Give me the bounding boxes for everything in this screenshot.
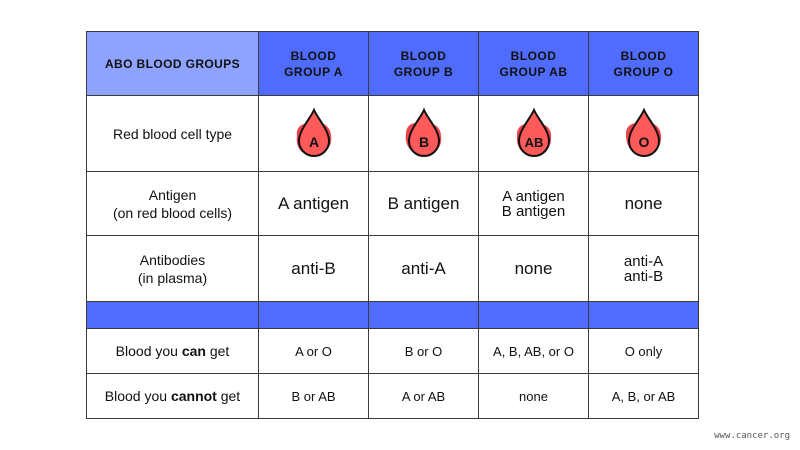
antigen-row bbox=[87, 172, 699, 236]
header-row bbox=[87, 32, 699, 96]
row-label-line: Antibodies bbox=[139, 251, 206, 268]
row-label-antigen bbox=[87, 172, 259, 236]
cell-line: A antigen bbox=[502, 187, 565, 205]
divider-band bbox=[589, 302, 699, 329]
can-get-o: O only bbox=[589, 329, 699, 374]
drop-label: AB bbox=[524, 134, 543, 150]
drop-cell-o bbox=[589, 96, 699, 172]
header-line: BLOOD bbox=[510, 48, 557, 63]
watermark: www.cancer.org bbox=[714, 431, 790, 441]
header-line: BLOOD bbox=[400, 48, 447, 63]
antibody-o bbox=[589, 236, 699, 302]
row-label-cell-type: Red blood cell type bbox=[87, 96, 259, 172]
header-group-o bbox=[589, 32, 699, 96]
cannot-get-ab: none bbox=[479, 374, 589, 419]
antigen-o: none bbox=[589, 172, 699, 236]
blood-drop-icon bbox=[511, 106, 557, 162]
drop-cell-b bbox=[369, 96, 479, 172]
header-line: GROUP O bbox=[613, 64, 674, 79]
divider-band-row bbox=[87, 302, 699, 329]
header-line: GROUP A bbox=[284, 64, 343, 79]
can-get-ab: A, B, AB, or O bbox=[479, 329, 589, 374]
divider-band bbox=[87, 302, 259, 329]
drop-label: O bbox=[638, 133, 649, 150]
header-line: GROUP B bbox=[393, 64, 454, 79]
header-line: BLOOD bbox=[620, 48, 667, 63]
header-group-a bbox=[259, 32, 369, 96]
row-label-text: get bbox=[216, 388, 241, 404]
antibody-ab: none bbox=[479, 236, 589, 302]
cannot-get-a: B or AB bbox=[259, 374, 369, 419]
row-label-cannot-get bbox=[87, 374, 259, 419]
drop-label: A bbox=[308, 133, 319, 150]
drop-label: B bbox=[418, 133, 429, 150]
drop-cell-a bbox=[259, 96, 369, 172]
header-group-b bbox=[369, 32, 479, 96]
row-label-line: (on red blood cells) bbox=[112, 204, 233, 221]
cell-line: anti-A bbox=[623, 252, 664, 270]
cannot-get-o: A, B, or AB bbox=[589, 374, 699, 419]
row-label-can-get bbox=[87, 329, 259, 374]
header-group-ab bbox=[479, 32, 589, 96]
row-label-line: (in plasma) bbox=[137, 269, 208, 286]
abo-blood-groups-table bbox=[86, 31, 699, 419]
blood-drop-icon bbox=[401, 106, 447, 162]
row-label-antibodies bbox=[87, 236, 259, 302]
antibody-a: anti-B bbox=[259, 236, 369, 302]
table-title: ABO BLOOD GROUPS bbox=[87, 32, 259, 96]
divider-band bbox=[479, 302, 589, 329]
row-label-line: Antigen bbox=[148, 186, 197, 203]
blood-drop-icon bbox=[621, 106, 667, 162]
header-line: GROUP AB bbox=[499, 64, 568, 79]
divider-band bbox=[259, 302, 369, 329]
antibody-b: anti-A bbox=[369, 236, 479, 302]
antigen-a: A antigen bbox=[259, 172, 369, 236]
row-label-emphasis: can bbox=[181, 343, 206, 359]
can-get-a: A or O bbox=[259, 329, 369, 374]
cannot-get-b: A or AB bbox=[369, 374, 479, 419]
row-label-emphasis: cannot bbox=[170, 388, 217, 404]
drop-cell-ab bbox=[479, 96, 589, 172]
antigen-b: B antigen bbox=[369, 172, 479, 236]
antibodies-row bbox=[87, 236, 699, 302]
cell-type-row bbox=[87, 96, 699, 172]
row-label-text: get bbox=[205, 343, 230, 359]
can-get-b: B or O bbox=[369, 329, 479, 374]
antigen-ab bbox=[479, 172, 589, 236]
row-label-text: Blood you bbox=[104, 388, 171, 404]
row-label-text: Blood you bbox=[115, 343, 182, 359]
can-get-row bbox=[87, 329, 699, 374]
cell-line: B antigen bbox=[501, 202, 566, 220]
header-line: BLOOD bbox=[290, 48, 337, 63]
cannot-get-row bbox=[87, 374, 699, 419]
blood-drop-icon bbox=[291, 106, 337, 162]
cell-line: anti-B bbox=[623, 267, 664, 285]
divider-band bbox=[369, 302, 479, 329]
